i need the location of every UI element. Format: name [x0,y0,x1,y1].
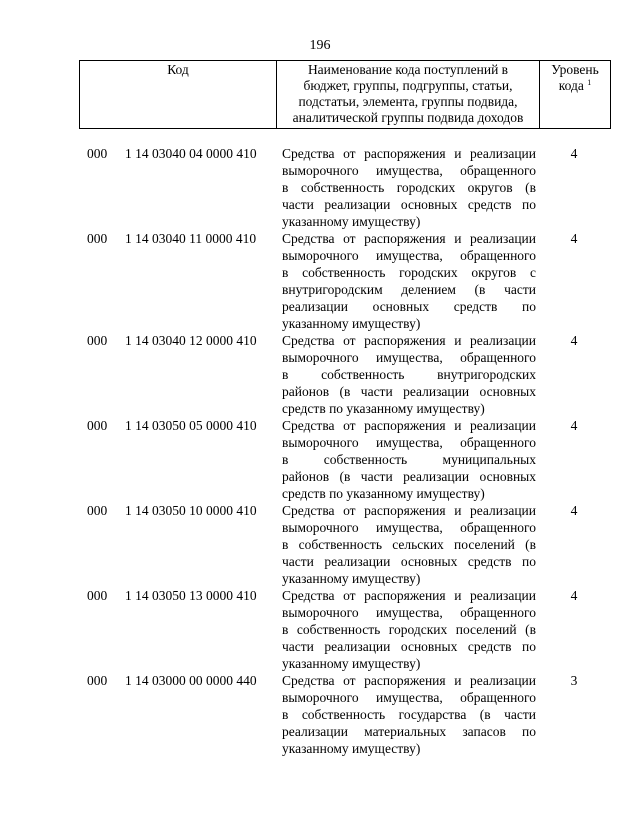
header-level-line2 [540,78,610,94]
row-name-line: районов (в части реализации основных [282,384,536,399]
table-header [79,60,611,129]
row-name-line: указанному имуществу) [282,571,421,586]
row-name-line: указанному имуществу) [282,316,421,331]
row-name [282,332,536,417]
row-name-line: реализации материальных запасов по [282,724,536,739]
row-revenue-code: 1 14 03050 05 0000 410 [125,418,257,433]
row-name-line: части реализации основных средств по [282,197,536,212]
row-name-line: выморочного имущества, обращенного [282,435,536,450]
header-name-line: подстатьи, элемента, группы подвида, [298,94,518,109]
row-name [282,587,536,672]
row-revenue-code: 1 14 03040 11 0000 410 [125,231,257,246]
row-name-line: в собственность муниципальных [282,452,536,467]
row-name-line: в собственность городских округов (в [282,180,536,195]
row-name-line: указанному имуществу) [282,214,421,229]
header-code [80,61,277,129]
table-row [0,332,640,417]
row-name-line: в собственность городских округов с [282,265,536,280]
row-level: 4 [570,418,578,433]
row-name-line: Средства от распоряжения и реализации [282,333,536,348]
table-row [0,417,640,502]
row-name-line: районов (в части реализации основных [282,469,536,484]
row-name-line: средств по указанному имуществу) [282,401,485,416]
row-name-line: части реализации основных средств по [282,554,536,569]
row-level: 3 [570,673,578,688]
row-name-line: выморочного имущества, обращенного [282,690,536,705]
row-admin-code: 000 [87,673,108,688]
table-row [0,145,640,230]
table-row [0,672,640,757]
row-revenue-code: 1 14 03050 10 0000 410 [125,503,257,518]
row-name-line: внутригородским делением (в части [282,282,536,297]
row-revenue-code: 1 14 03040 04 0000 410 [125,146,257,161]
row-name-line: в собственность государства (в части [282,707,536,722]
row-revenue-code: 1 14 03050 13 0000 410 [125,588,257,603]
row-name-line: Средства от распоряжения и реализации [282,503,536,518]
row-revenue-code: 1 14 03040 12 0000 410 [125,333,257,348]
header-level [540,61,611,129]
header-level-label: кода [558,78,584,93]
row-name-line: указанному имуществу) [282,656,421,671]
header-name-line: бюджет, группы, подгруппы, статьи, [303,78,513,93]
row-revenue-code: 1 14 03000 00 0000 440 [125,673,257,688]
row-level: 4 [570,333,578,348]
row-admin-code: 000 [87,588,108,603]
row-level: 4 [570,588,578,603]
row-name-line: в собственность внутригородских [282,367,536,382]
header-level-line1: Уровень [551,62,599,77]
table-body [0,145,640,757]
row-name-line: выморочного имущества, обращенного [282,520,536,535]
row-name-line: выморочного имущества, обращенного [282,163,536,178]
row-admin-code: 000 [87,418,108,433]
row-name-line: части реализации основных средств по [282,639,536,654]
table-row [0,502,640,587]
row-name-line: в собственность сельских поселений (в [282,537,536,552]
row-name [282,230,536,332]
row-name [282,672,536,757]
page-number: 196 [309,38,331,53]
row-name-line: Средства от распоряжения и реализации [282,146,536,161]
table-row [0,587,640,672]
row-level: 4 [570,146,578,161]
row-admin-code: 000 [87,146,108,161]
row-name [282,417,536,502]
footnote-marker: 1 [587,78,592,87]
row-name-line: выморочного имущества, обращенного [282,350,536,365]
row-name-line: выморочного имущества, обращенного [282,248,536,263]
row-name-line: указанному имуществу) [282,741,421,756]
row-admin-code: 000 [87,231,108,246]
table-row [0,230,640,332]
row-name [282,145,536,230]
row-name-line: выморочного имущества, обращенного [282,605,536,620]
row-name-line: в собственность городских поселений (в [282,622,536,637]
header-name-line: аналитической группы подвида доходов [292,110,524,125]
row-admin-code: 000 [87,333,108,348]
header-name-line: Наименование кода поступлений в [307,62,509,77]
row-level: 4 [570,503,578,518]
row-name-line: Средства от распоряжения и реализации [282,231,536,246]
row-level: 4 [570,231,578,246]
row-name [282,502,536,587]
row-name-line: Средства от распоряжения и реализации [282,418,536,433]
row-name-line: средств по указанному имуществу) [282,486,485,501]
header-name [277,61,540,129]
row-name-line: Средства от распоряжения и реализации [282,588,536,603]
header-code-label: Код [167,62,189,77]
row-name-line: реализации основных средств по [282,299,536,314]
row-name-line: Средства от распоряжения и реализации [282,673,536,688]
row-admin-code: 000 [87,503,108,518]
